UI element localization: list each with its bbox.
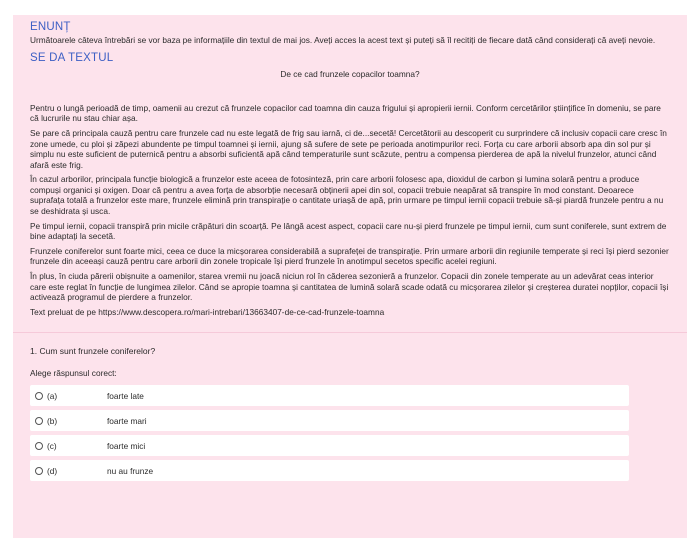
answer-option-c[interactable] xyxy=(30,435,629,456)
option-text: foarte mari xyxy=(107,415,147,426)
radio-icon[interactable] xyxy=(35,467,43,475)
section-divider xyxy=(13,332,687,333)
option-text: foarte late xyxy=(107,390,144,401)
paragraph: Pe timpul iernii, copacii transpiră prin micile crăpături din scoarță. Pe lângă acest aspect, copacii care nu-și pierd frunzele pe timpul iernii, cum sunt coniferele, sunt extrem de bine adaptați la secetă. xyxy=(30,220,667,241)
radio-icon[interactable] xyxy=(35,392,43,400)
answer-option-a[interactable] xyxy=(30,385,629,406)
paragraph: Se pare că principala cauză pentru care frunzele cad nu este legată de frig sau iarnă, ci de...secetă! Cercetătorii au descoperit cu surprindere că inclusiv copacii care cresc în zone umede, cu ploi și zăpezi abundente pe timpul toamnei și iernii, ajung să sufere de sete pe perioada anotimpurilor reci. Forța cu care arborii absorb apa din sol pur și simplu nu este suficient de puternică pentru a absorbi suficientă apă când temperaturile sunt scăzute, pentru a compensa pierderea de apă la nivelul frunzelor, atunci când afară este frig. xyxy=(30,128,667,170)
option-text: nu au frunze xyxy=(107,465,154,476)
paragraph: În cazul arborilor, principala funcție biologică a frunzelor este aceea de fotosinteză, prin care arborii folosesc apa, dioxidul de carbon și lumina solară pentru a produce compuși organici și oxigen. Doar că pentru a avea forța de absorbție necesară obținerii apei din sol, copacii trebuie neapărat să transpire în mod constant. Deoarece suprafața totală a frunzelor este mare, frunzele elimină prin transpirație o cantitate uriașă de apă, prin urmare pe timpul iernii copacii trebuie să-și piardă frunzele pentru a nu se deshidrata și usca. xyxy=(30,174,664,216)
source-attribution: Text preluat de pe https://www.descopera.ro/mari-intrebari/13663407-de-ce-cad-frunzele-toamna xyxy=(30,306,385,317)
radio-icon[interactable] xyxy=(35,417,43,425)
enunt-heading: ENUNȚ xyxy=(30,21,71,33)
paragraph: În plus, în ciuda părerii obișnuite a oamenilor, starea vremii nu joacă niciun rol în căderea sezonieră a frunzelor. Copacii din zonele temperate au un adevărat ceas interior care este reglat în funcție de lungimea zilelor. Când se apropie toamna și cantitatea de lumină solară scade odată cu micșorarea zilelor și creșterea duratei nopților, copacii își activează programul de pierdere a frunzelor. xyxy=(30,271,669,302)
answer-options xyxy=(30,385,629,481)
option-text: foarte mici xyxy=(107,440,146,451)
exercise-panel xyxy=(13,15,687,538)
answer-option-d[interactable] xyxy=(30,460,629,481)
source-text-title: De ce cad frunzele copacilor toamna? xyxy=(280,69,420,79)
paragraph: Frunzele coniferelor sunt foarte mici, ceea ce duce la micșorarea considerabilă a suprafeței de transpirație. Prin urmare arborii din regiunile temperate și reci își pierd sezonier frunzele din aceeași cauză pentru care arborii din zonele tropicale își pierd frunzele în anotimpul secetos specific acelei regiuni. xyxy=(30,245,669,267)
source-text-heading: SE DA TEXTUL xyxy=(30,52,114,64)
paragraph: Pentru o lungă perioadă de timp, oamenii au crezut că frunzele copacilor cad toamna din cauza frigului și apropierii iernii. Conform cercetărilor științifice în domeniu, se pare că lucrurile nu stau chiar așa. xyxy=(30,103,661,124)
question-text: 1. Cum sunt frunzele coniferelor? xyxy=(30,346,156,357)
answer-option-b[interactable] xyxy=(30,410,629,431)
option-letter: (c) xyxy=(47,440,57,451)
option-letter: (b) xyxy=(47,415,58,426)
exercise-content xyxy=(13,15,687,481)
question-instruction: Alege răspunsul corect: xyxy=(30,368,117,379)
option-letter: (d) xyxy=(47,465,58,476)
option-letter: (a) xyxy=(47,390,58,401)
radio-icon[interactable] xyxy=(35,442,43,450)
enunt-text: Următoarele câteva întrebări se vor baza pe informațiile din textul de mai jos. Aveți acces la acest text și puteți să îl recitiți de fiecare dată când considerați că aveți nevoie. xyxy=(30,35,656,45)
